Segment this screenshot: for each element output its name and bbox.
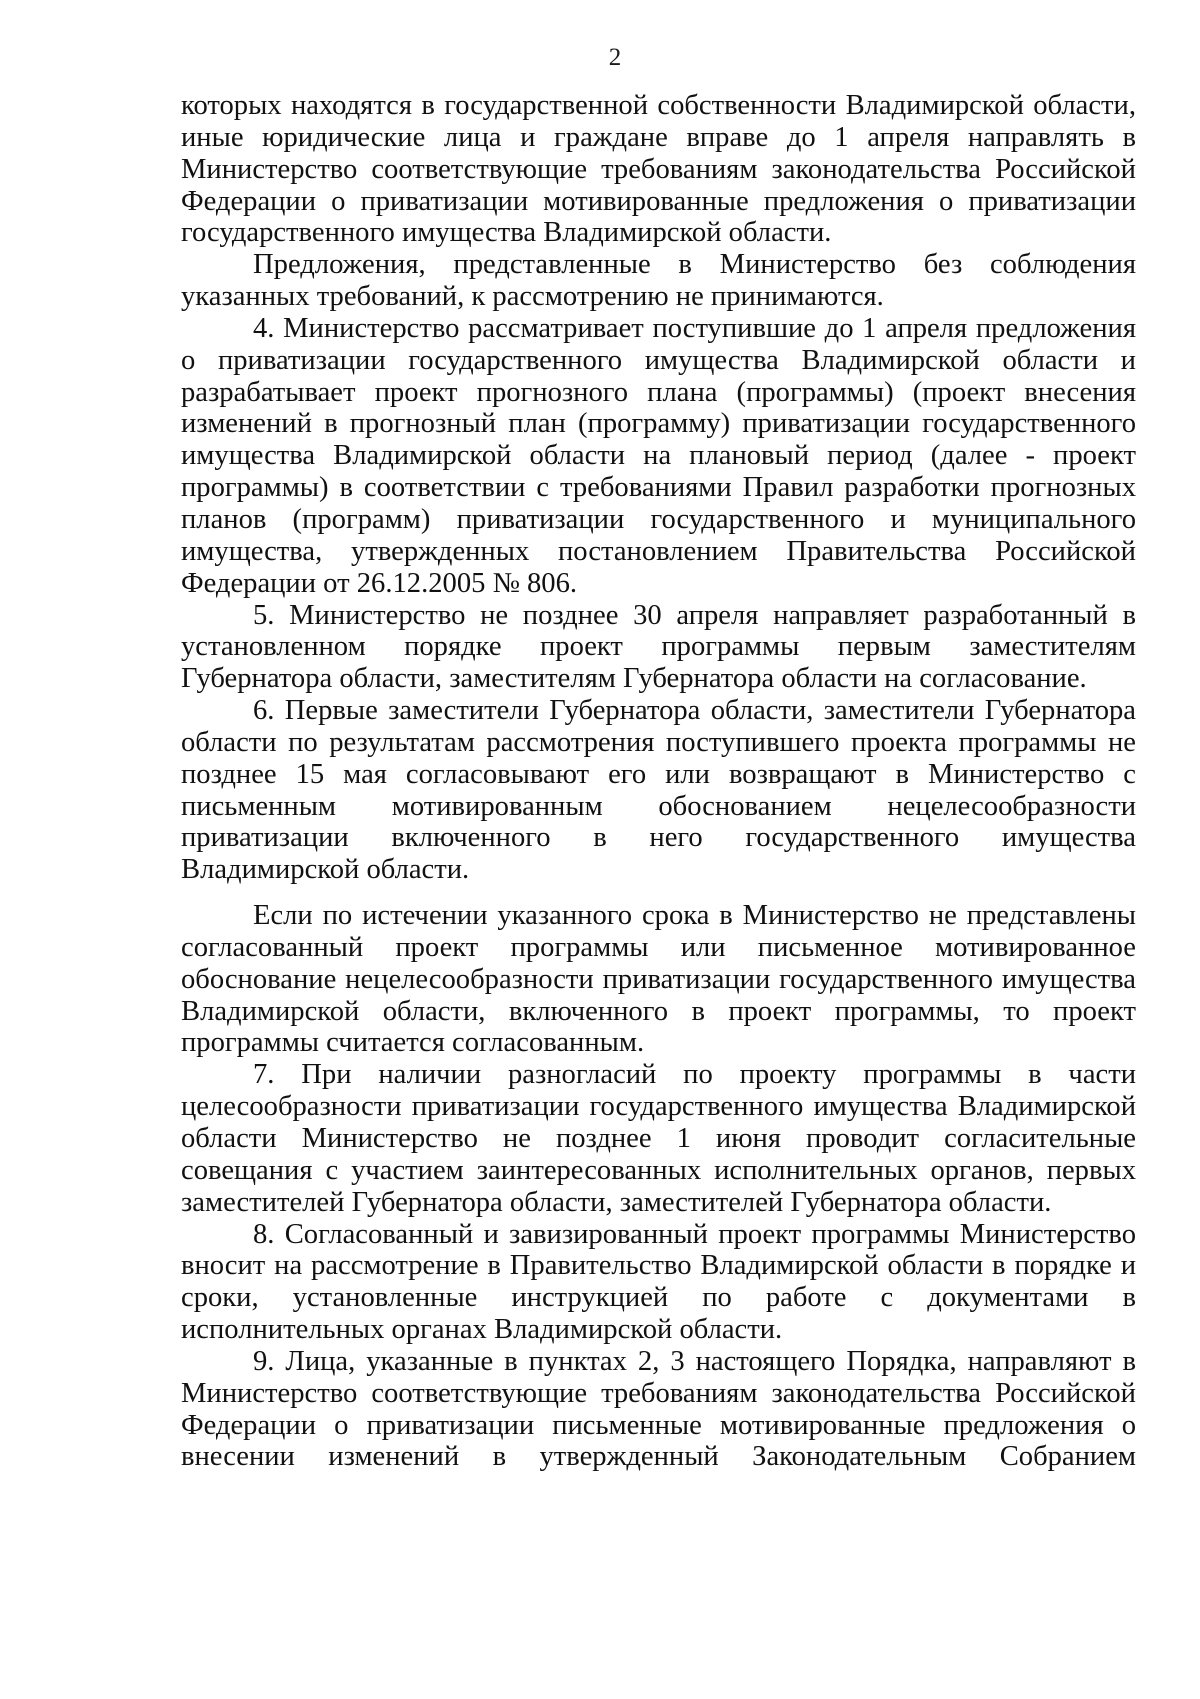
paragraph-item-4: 4. Министерство рассматривает поступившие до 1 апреля предложения о приватизации государственного имущества Владимирской области и разрабатывает проект прогнозного плана (программы) (проект внесения изменений в прогнозный план (программу) приватизации государственного имущества Владимирской области на плановый период (далее - проект программы) в соответствии с требованиями Правил разработки прогнозных планов (программ) приватизации государственного и муниципального имущества, утвержденных постановлением Правительства Российской Федерации от 26.12.2005 № 806. [181,312,1136,599]
page-number: 2 [608,44,622,71]
document-body [181,90,1136,1473]
paragraph-item-5: 5. Министерство не позднее 30 апреля направляет разработанный в установленном порядке проект программы первым заместителям Губернатора области, заместителям Губернатора области на согласование. [181,599,1136,695]
paragraph-item-8: 8. Согласованный и завизированный проект программы Министерство вносит на рассмотрение в Правительство Владимирской области в порядке и сроки, установленные инструкцией по работе с документами в исполнительных органах Владимирской области. [181,1218,1136,1346]
paragraph-deemed-agreed: Если по истечении указанного срока в Министерство не представлены согласованный проект программы или письменное мотивированное обоснование нецелесообразности приватизации государственного имущества Владимирской области, включенного в проект программы, то проект программы считается согласованным. [181,900,1136,1059]
paragraph-item-9: 9. Лица, указанные в пунктах 2, 3 настоящего Порядка, направляют в Министерство соответствующие требованиям законодательства Российской Федерации о приватизации письменные мотивированные предложения о внесении изменений в утвержденный Законодательным Собранием [181,1345,1136,1473]
paragraph-item-6: 6. Первые заместители Губернатора области, заместители Губернатора области по результатам рассмотрения поступившего проекта программы не позднее 15 мая согласовывают его или возвращают в Министерство с письменным мотивированным обоснованием нецелесообразности приватизации включенного в него государственного имущества Владимирской области. [181,695,1136,886]
paragraph-continuation: которых находятся в государственной собственности Владимирской области, иные юридические лица и граждане вправе до 1 апреля направлять в Министерство соответствующие требованиям законодательства Российской Федерации о приватизации мотивированные предложения о приватизации государственного имущества Владимирской области. [181,90,1136,249]
paragraph-item-7: 7. При наличии разногласий по проекту программы в части целесообразности приватизации государственного имущества Владимирской области Министерство не позднее 1 июня проводит согласительные совещания с участием заинтересованных исполнительных органов, первых заместителей Губернатора области, заместителей Губернатора области. [181,1059,1136,1218]
paragraph-proposals-requirements: Предложения, представленные в Министерство без соблюдения указанных требований, к рассмотрению не принимаются. [181,249,1136,313]
